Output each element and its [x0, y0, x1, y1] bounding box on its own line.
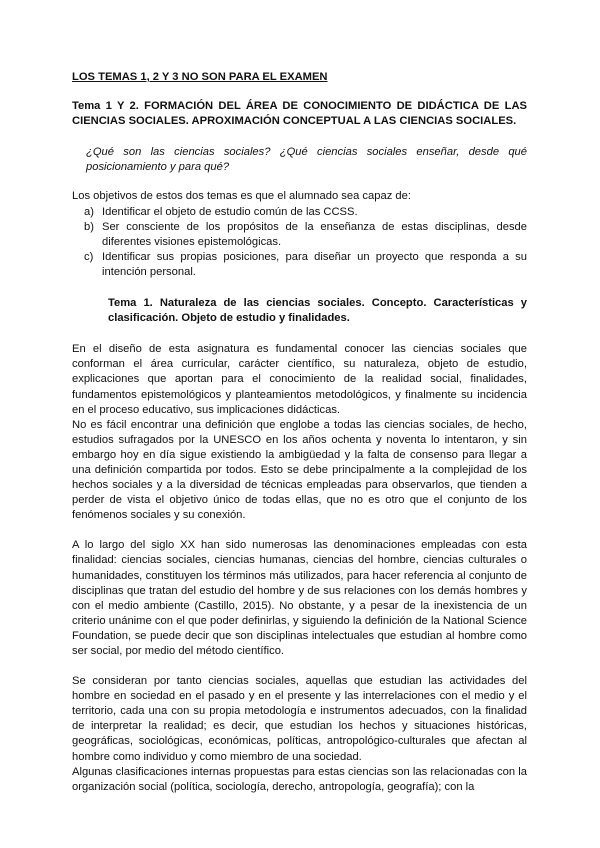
body-paragraph: Se consideran por tanto ciencias sociales, aquellas que estudian las actividades del hombre en sociedad en el pasado y en el presente y las interrelaciones con el medio y el territorio, cada una con su propia metodología e instrumentos adecuados, con la finalidad de interpretar la realidad; es decir, que estudian los hechos y situaciones históricas, geográficas, sociológicas, económicas, políticas, antropológico-culturales que afectan al hombre como individuo y como miembro de una sociedad.	[72, 675, 527, 763]
list-marker: c)	[84, 250, 94, 263]
guiding-questions: ¿Qué son las ciencias sociales? ¿Qué ciencias sociales enseñar, desde qué posicionamiento y para qué?	[86, 146, 527, 174]
exam-notice: LOS TEMAS 1, 2 Y 3 NO SON PARA EL EXAMEN	[72, 71, 328, 83]
body-paragraph: Algunas clasificaciones internas propuestas para estas ciencias son las relacionadas con la organización social (política, sociología, derecho, antropología, geografía); con la	[72, 765, 527, 793]
objective-text: Ser consciente de los propósitos de la enseñanza de estas disciplinas, desde diferentes visiones epistemológicas.	[102, 220, 527, 248]
list-marker: b)	[84, 220, 94, 233]
objective-text: Identificar sus propias posiciones, para diseñar un proyecto que responda a su intención personal.	[102, 250, 527, 278]
document-page	[72, 70, 527, 795]
objectives-list	[72, 205, 527, 280]
objective-text: Identificar el objeto de estudio común de las CCSS.	[102, 205, 358, 218]
list-item	[72, 250, 527, 280]
objectives-intro: Los objetivos de estos dos temas es que el alumnado sea capaz de:	[72, 190, 411, 203]
section-subtitle: Tema 1. Naturaleza de las ciencias sociales. Concepto. Características y clasificación. Objeto de estudio y finalidades.	[108, 297, 527, 325]
list-marker: a)	[84, 205, 94, 218]
body-paragraph: No es fácil encontrar una definición que englobe a todas las ciencias sociales, de hecho, estudios sufragados por la UNESCO en los años ochenta y noventa lo intentaron, y sin embargo hoy en día sigue existiendo la ambigüedad y la falta de consenso para llegar a una definición compartida por todos. Esto se debe principalmente a la complejidad de los hechos sociales y a la diversidad de técnicas empleadas para observarlos, que tienden a perder de vista el objetivo único de todas ellas, que no es otro que el conjunto de los fenómenos sociales y su conexión.	[72, 418, 527, 522]
body-paragraph: A lo largo del siglo XX han sido numerosas las denominaciones empleadas con esta finalidad: ciencias sociales, ciencias humanas, ciencias del hombre, ciencias culturales o humanidades, constituyen los términos más utilizados, para hacer referencia al conjunto de disciplinas que tratan del estudio del hombre y de sus relaciones con los demás hombres y con el medio ambiente (Castillo, 2015). No obstante, y a pesar de la inexistencia de un criterio unánime con el que poder definirlas, y siguiendo la definición de la National Science Foundation, se puede decir que son disciplinas intelectuales que estudian al hombre como ser social, por medio del método científico.	[72, 539, 527, 657]
list-item	[72, 205, 527, 220]
document-title: Tema 1 Y 2. FORMACIÓN DEL ÁREA DE CONOCIMIENTO DE DIDÁCTICA DE LAS CIENCIAS SOCIALES. APROXIMACIÓN CONCEPTUAL A LAS CIENCIAS SOCIALES.	[72, 100, 527, 128]
list-item	[72, 220, 527, 250]
body-paragraph: En el diseño de esta asignatura es fundamental conocer las ciencias sociales que conforman el área curricular, carácter científico, su naturaleza, objeto de estudio, explicaciones que aportan para el conocimiento de la realidad social, finalidades, fundamentos epistemológicos y planteamientos metodológicos, y finalmente su incidencia en el proceso educativo, sus implicaciones didácticas.	[72, 343, 527, 416]
